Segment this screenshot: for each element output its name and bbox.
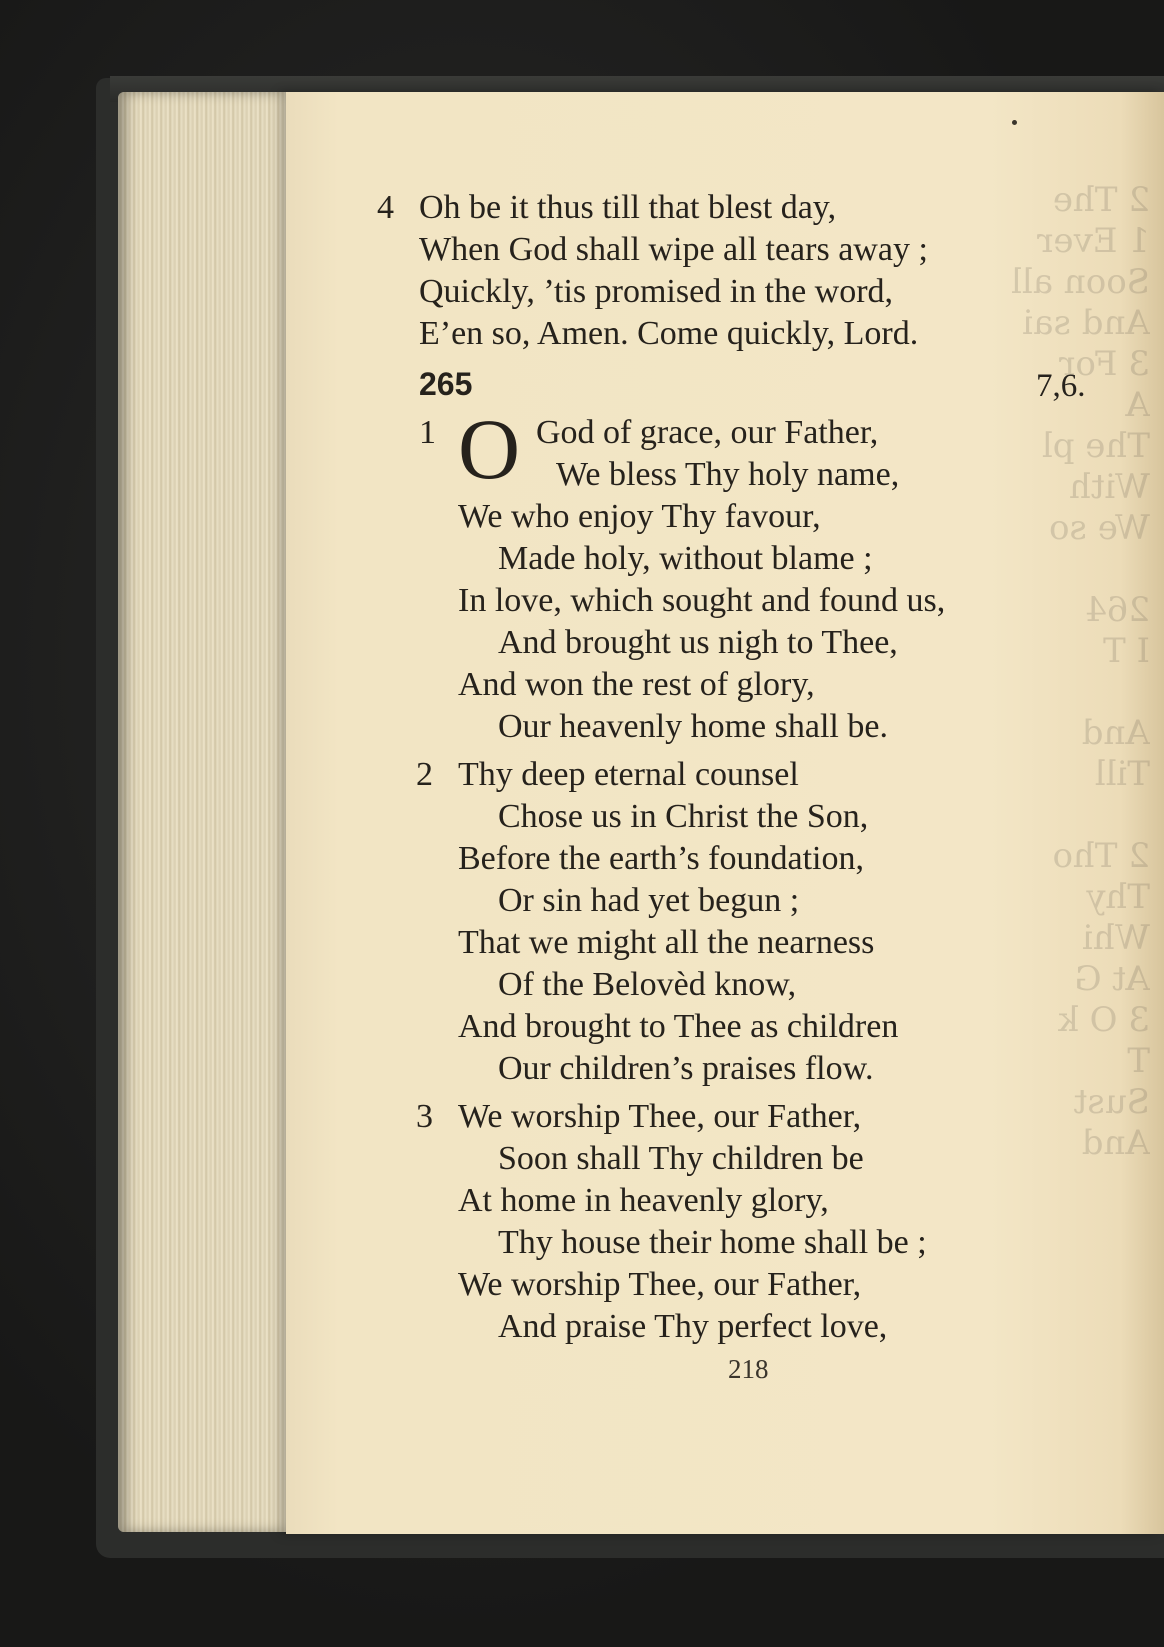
verse-1-line-4: Made holy, without blame ; bbox=[498, 540, 873, 577]
verse-1-line-1: God of grace, our Father, bbox=[536, 414, 879, 451]
verse-4-number: 4 bbox=[377, 189, 394, 226]
verse-1-line-2: We bless Thy holy name, bbox=[556, 456, 900, 493]
speck bbox=[1012, 120, 1017, 125]
verse-2-line-6: Of the Belovèd know, bbox=[498, 966, 797, 1003]
verse-2-number: 2 bbox=[416, 756, 433, 793]
verse-2-line-2: Chose us in Christ the Son, bbox=[498, 798, 869, 835]
verse-4-line-1: Oh be it thus till that blest day, bbox=[419, 189, 837, 226]
verse-4-line-2: When God shall wipe all tears away ; bbox=[419, 231, 928, 268]
verse-3-line-1: We worship Thee, our Father, bbox=[458, 1098, 862, 1135]
hymn-meter: 7,6. bbox=[1036, 368, 1086, 404]
verse-3-line-5: We worship Thee, our Father, bbox=[458, 1266, 862, 1303]
verse-1-number: 1 bbox=[419, 414, 436, 451]
verse-3-line-3: At home in heavenly glory, bbox=[458, 1182, 829, 1219]
bleed-through-text: 2 The 1 Ever Soon all And sai 3 For A The pl With We so 264 I T And Till 2 Tho Thy Whi At G 3 O k T Sust And bbox=[1011, 180, 1150, 1163]
verse-2-line-1: Thy deep eternal counsel bbox=[458, 756, 799, 793]
page-number: 218 bbox=[728, 1354, 769, 1384]
verse-1-line-7: And won the rest of glory, bbox=[458, 666, 815, 703]
verse-2-line-4: Or sin had yet begun ; bbox=[498, 882, 800, 919]
verse-2-line-5: That we might all the nearness bbox=[458, 924, 875, 961]
verse-2-line-3: Before the earth’s foundation, bbox=[458, 840, 864, 877]
verse-2-line-7: And brought to Thee as children bbox=[458, 1008, 899, 1045]
verse-3-line-2: Soon shall Thy children be bbox=[498, 1140, 864, 1177]
verse-1-line-6: And brought us nigh to Thee, bbox=[498, 624, 898, 661]
verse-3-line-4: Thy house their home shall be ; bbox=[498, 1224, 927, 1261]
verse-3-number: 3 bbox=[416, 1098, 433, 1135]
verse-1-dropcap: O bbox=[458, 401, 521, 497]
verse-4-line-3: Quickly, ’tis promised in the word, bbox=[419, 273, 894, 310]
hymn-number: 265 bbox=[419, 366, 473, 402]
page-edges bbox=[118, 92, 293, 1532]
verse-2-line-8: Our children’s praises flow. bbox=[498, 1050, 874, 1087]
verse-1-line-8: Our heavenly home shall be. bbox=[498, 708, 888, 745]
verse-4-line-4: E’en so, Amen. Come quickly, Lord. bbox=[419, 315, 919, 352]
verse-1-line-5: In love, which sought and found us, bbox=[458, 582, 946, 619]
verse-1-line-3: We who enjoy Thy favour, bbox=[458, 498, 821, 535]
verse-3-line-6: And praise Thy perfect love, bbox=[498, 1308, 888, 1345]
